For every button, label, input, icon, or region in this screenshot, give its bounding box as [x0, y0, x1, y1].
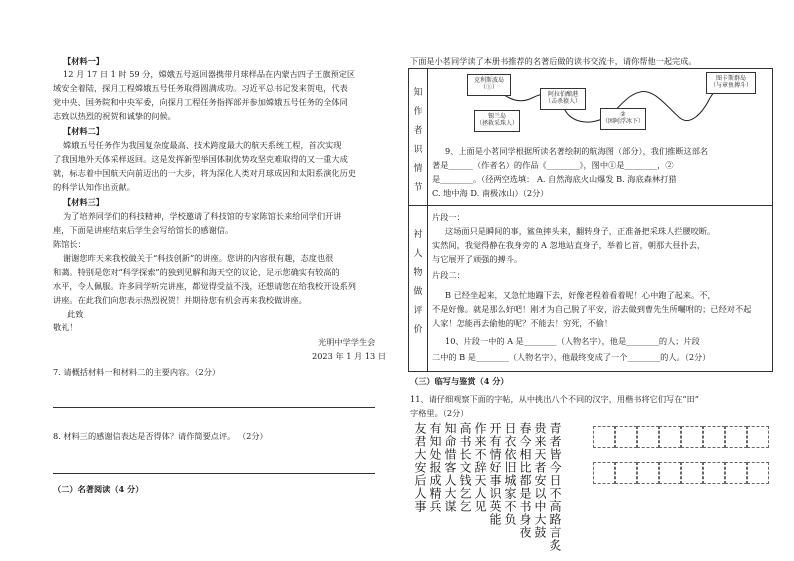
- passage-2-line-2: 不是好像。就是那么好吧！刚才为自己脱了平安，浴去做到曹先生所囑咐的；已经对不起: [432, 304, 752, 314]
- letter-line-1: 谢谢您昨天来我校做关于“科技创新”的讲座。您讲的内容很有趣，态度也很: [63, 253, 334, 263]
- tianzi-cell[interactable]: [681, 426, 703, 448]
- map-box-crespo-island-label: 克利斯波岛: [473, 77, 504, 84]
- map-box-lucayan-islands-event: （与章鱼搏斗）: [709, 82, 752, 89]
- tianzi-cell[interactable]: [615, 462, 637, 484]
- tianzi-cell[interactable]: [725, 462, 747, 484]
- tianzi-cell[interactable]: [725, 426, 747, 448]
- question-9-line-3: 是________。（径两空选填： A. 自然海底火山爆发 B. 海底森林打猎: [432, 174, 677, 184]
- answer-line-8[interactable]: [53, 473, 375, 474]
- question-7: 7. 请概括材料一和材料二的主要内容。（2分）: [53, 367, 221, 377]
- calligraphy-column-8: 知命惜客人大谋: [443, 422, 457, 513]
- question-9-line-1: 9、上面是小茗同学根据所读名著绘制的航海图（部分），我们推断这部名: [445, 146, 709, 156]
- tianzi-cell[interactable]: [659, 462, 681, 484]
- tianzi-cell[interactable]: [593, 462, 615, 484]
- material-1-line-2: 域安全着陆，探月工程嫦娥五号任务取得圆满成功。习近平总书记发来贺电，代表: [53, 83, 348, 93]
- row-label-knowledge: 知作者识情节: [413, 88, 423, 193]
- question-9-line-2: 著是______（作者名）的作品《________》，图中①是________，②: [432, 160, 674, 170]
- map-box-arabian-tunnel: [540, 88, 586, 110]
- calligraphy-column-10: 友君大安后人事: [413, 422, 427, 513]
- map-box-crespo-island-event: （①）: [479, 84, 498, 91]
- material-1-line-4: 志致以热烈的祝贺和诚挚的问候。: [53, 111, 176, 121]
- material-2-line-2: 了我国地外天体采样返回。这是发挥新型举国体制优势攻坚克难取得的又一重大成: [53, 154, 348, 164]
- material-3-title: 【材料三】: [63, 197, 104, 207]
- map-box-ceylon-island-label: 锡兰岛: [487, 113, 506, 120]
- passage-1-line-1: 这场面只是瞬间的事，鲨鱼摔头来，翻转身子，正准备把采珠人拦腰咬断。: [445, 226, 716, 236]
- letter-signature-date: 2023 年 1 月 13 日: [312, 351, 387, 361]
- material-2-line-4: 的科学认知作出贡献。: [53, 182, 135, 192]
- tianzi-cell[interactable]: [747, 462, 769, 484]
- material-3-line-1: 为了培养同学们的科技精神，学校邀请了科技馆的专家陈馆长来给同学们开讲: [63, 211, 342, 221]
- reading-card-intro: 下面是小茗同学读了本册书推荐的名著后做的读书交流卡，请你帮他一起完成。: [410, 56, 697, 66]
- passage-1-title: 片段一：: [432, 212, 465, 222]
- passage-2-line-3: 人家！怎能再去偷他的呢？不能去！穷死，不偷！: [432, 318, 613, 328]
- section-2-heading: （二）名著阅读（4 分）: [53, 484, 144, 494]
- calligraphy-column-5: 开有情好事识英能: [488, 422, 502, 526]
- tianzi-cell[interactable]: [637, 462, 659, 484]
- material-1-title: 【材料一】: [63, 56, 104, 66]
- question-11-line-1: 11、请仔细观察下面的字帖，从中挑出八个不同的汉字，用楷书将它们写在“田”: [410, 394, 699, 404]
- material-2-line-3: 就，标志着中国航天向前迈出的一大步，将为深化人类对月球成因和太阳系演化历史: [53, 168, 356, 178]
- table-row-divider: [408, 205, 773, 206]
- map-box-ice-trap-label: ②: [620, 111, 626, 118]
- calligraphy-column-2: 贵来天者安以中大鼓: [533, 422, 547, 539]
- material-1-line-1: 12 月 17 日 1 时 59 分，嫦娥五号返回器携带月球样品在内蒙古四子王旗预定区: [63, 69, 356, 79]
- map-box-ice-trap: [600, 108, 646, 130]
- map-box-ceylon-island: [474, 110, 520, 132]
- passage-1-line-2: 实然间，我觉得静在我身旁的 A 忽地站直身子，举着匕首，朝那大昼扑去，: [432, 240, 706, 250]
- row-label-evaluation: 衬人物做评价: [413, 230, 423, 335]
- question-10-line-1: 10、片段一中的 A 是________（人物名字），他是________的人；片段: [445, 336, 700, 346]
- map-box-arabian-tunnel-event: （击杀猿人）: [544, 98, 581, 105]
- material-1-line-3: 党中央、国务院和中央军委，向探月工程任务指挥部并参加嫦娥五号任务的全体同: [53, 97, 348, 107]
- material-2-line-1: 嫦娥五号任务作为我国复杂度最高、技术跨度最大的航天系统工程，首次实现: [63, 140, 342, 150]
- calligraphy-column-7: 高书长文钱乞乞: [458, 422, 472, 513]
- tianzi-cell[interactable]: [659, 426, 681, 448]
- passage-1-line-3: 与它展开了顽强的搏斗。: [432, 254, 523, 264]
- map-box-lucayan-islands: [706, 72, 756, 94]
- calligraphy-column-9: 有知处报成精兵: [428, 422, 442, 513]
- tianzi-cell[interactable]: [615, 426, 637, 448]
- section-3-heading: （三）临写与鉴赏（4 分）: [410, 376, 509, 386]
- passage-2-title: 片段二：: [432, 270, 465, 280]
- answer-line-7[interactable]: [53, 407, 375, 408]
- tianzi-cell[interactable]: [703, 426, 725, 448]
- material-3-line-2: 座，下面是讲座结束后学生会写给馆长的感谢信。: [53, 225, 234, 235]
- question-10-line-2: 二中的 B 是________（人物名字），他最终变成了一个________的人。（2分）: [432, 352, 711, 362]
- calligraphy-column-3: 春今相比都是书身夜: [518, 422, 532, 539]
- material-2-title: 【材料二】: [63, 126, 104, 136]
- tianzi-cell[interactable]: [747, 426, 769, 448]
- letter-line-4: 讲座。在此我们向您表示热烈祝贺！并期待您有机会再来我校做讲座。: [53, 295, 307, 305]
- letter-closing-1: 此致: [67, 309, 84, 319]
- calligraphy-column-6: 作来不辞天人见: [473, 422, 487, 513]
- letter-salutation: 陈馆长：: [53, 239, 86, 249]
- tianzi-cell[interactable]: [681, 462, 703, 484]
- map-box-ceylon-island-event: （拯救采珠人）: [475, 120, 518, 127]
- tianzi-cell[interactable]: [703, 462, 725, 484]
- map-box-crespo-island: [467, 74, 511, 96]
- question-11-line-2: 字格里。（2分）: [410, 408, 469, 418]
- question-9-line-4: C. 地中海 D. 南极冰山）（2分）: [432, 188, 549, 198]
- letter-closing-2: 敬礼！: [53, 322, 78, 332]
- tianzi-cell[interactable]: [593, 426, 615, 448]
- calligraphy-column-4: 日衣依旧城家不负: [503, 422, 517, 526]
- passage-2-line-1: B 已经坐起来，又急忙地蹦下去，好像老程着看着呢！心中跑了起来。不，: [445, 290, 716, 300]
- map-box-ice-trap-event: （困阿浮冰下）: [601, 118, 644, 125]
- letter-line-2: 和蔼。特别是您对“科学探索”的独到见解和海天空的议论，足示您确实有较高的: [53, 267, 340, 277]
- question-8: 8. 材料三的感谢信表达是否得体？请作简要点评。 （2分）: [53, 431, 268, 441]
- tianzi-cell[interactable]: [637, 426, 659, 448]
- letter-line-3: 水平，令人佩服。许多同学听完讲座，都觉得受益不浅，还想请您在给我校开设系列: [53, 281, 356, 291]
- letter-signature-org: 光明中学学生会: [318, 337, 376, 347]
- map-box-lucayan-islands-label: 图卡斯群岛: [715, 75, 746, 82]
- map-box-arabian-tunnel-label: 阿拉伯酿港: [547, 91, 578, 98]
- calligraphy-column-1: 青者皆今日不高路言炙: [548, 422, 562, 552]
